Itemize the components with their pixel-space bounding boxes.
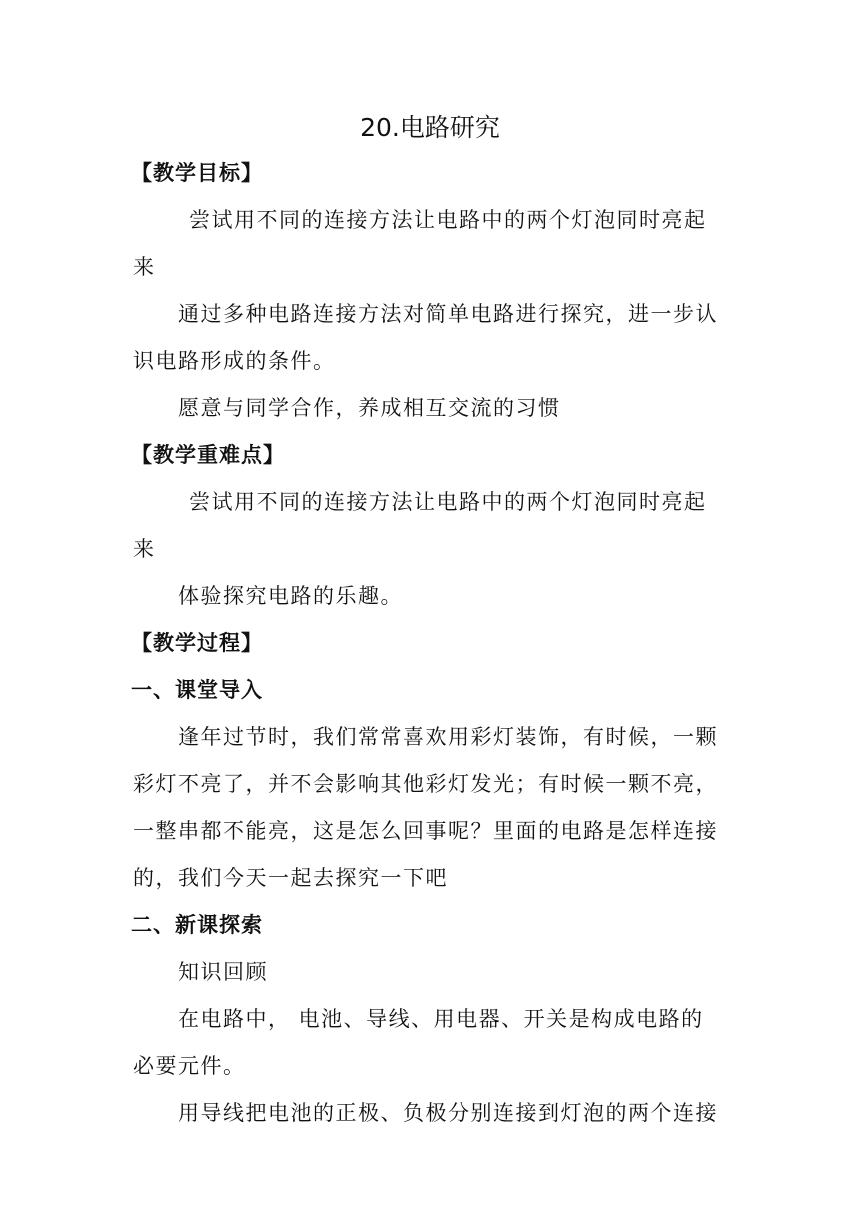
paragraph-line: 识电路形成的条件。 — [133, 349, 336, 373]
paragraph-line: 愿意与同学合作，养成相互交流的习惯 — [178, 396, 561, 420]
paragraph-line: 逢年过节时，我们常常喜欢用彩灯装饰，有时候，一颗 — [178, 725, 718, 749]
paragraph-line: 来 — [133, 537, 156, 561]
paragraph-line: 一整串都不能亮，这是怎么回事呢？里面的电路是怎样连接 — [133, 819, 718, 843]
paragraph-line: 体验探究电路的乐趣。 — [178, 584, 403, 608]
section-heading-objectives: 【教学目标】 — [131, 161, 263, 185]
paragraph-line: 用导线把电池的正极、负极分别连接到灯泡的两个连接 — [178, 1101, 718, 1125]
paragraph-line: 在电路中， 电池、导线、用电器、开关是构成电路的 — [178, 1007, 704, 1031]
paragraph-line: 通过多种电路连接方法对简单电路进行探究，进一步认 — [178, 302, 718, 326]
document-body — [133, 150, 733, 1137]
paragraph-line: 尝试用不同的连接方法让电路中的两个灯泡同时亮起 — [189, 208, 707, 232]
document-title: 20.电路研究 — [360, 113, 500, 142]
section-heading-process: 【教学过程】 — [131, 631, 263, 655]
paragraph-line: 来 — [133, 255, 156, 279]
subsection-heading-explore: 二、新课探索 — [131, 913, 263, 937]
paragraph-line: 的，我们今天一起去探究一下吧 — [133, 866, 448, 890]
subsection-heading-intro: 一、课堂导入 — [131, 678, 263, 702]
paragraph-line: 尝试用不同的连接方法让电路中的两个灯泡同时亮起 — [189, 490, 707, 514]
paragraph-line: 必要元件。 — [133, 1054, 246, 1078]
section-heading-key-points: 【教学重难点】 — [131, 443, 285, 467]
paragraph-line: 彩灯不亮了，并不会影响其他彩灯发光；有时候一颗不亮， — [133, 772, 718, 796]
paragraph-line: 知识回顾 — [178, 960, 268, 984]
